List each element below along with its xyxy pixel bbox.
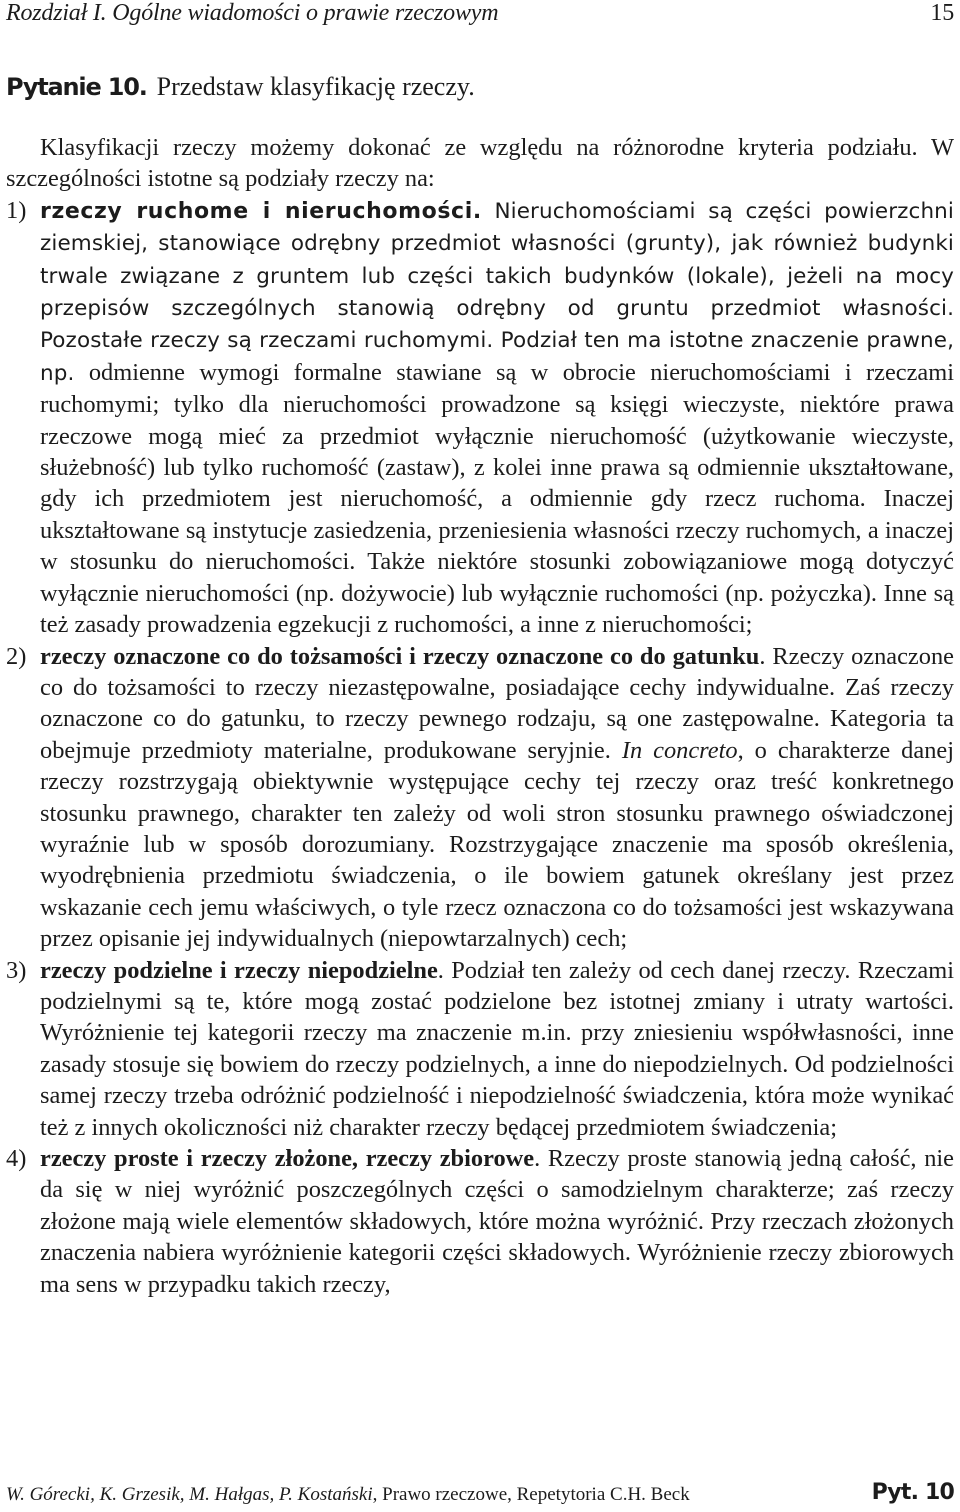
footer-question-tag: Pyt. 10 bbox=[871, 1480, 954, 1505]
list-term: rzeczy podzielne i rzeczy niepodzielne bbox=[40, 956, 438, 984]
list-term: rzeczy proste i rzeczy złożone, rzeczy zbiorowe bbox=[40, 1145, 535, 1172]
list-item bbox=[6, 195, 954, 641]
chapter-title: Rozdział I. Ogólne wiadomości o prawie rzeczowym bbox=[6, 0, 499, 26]
list-text: Nieruchomościami są części powierzchni ziemskiej, stanowiące odrębny przedmiot własności (grunty), jak również budynki trwale związane z gruntem lub części takich budynków (lokale), jeżeli na mocy przepisów szczególnych stanowią odrębny od gruntu przedmiot własności. Pozostałe rzeczy są rzeczami ruchomymi. Podział ten ma istotne znaczenie prawne, np. bbox=[40, 198, 954, 386]
list-marker: 4) bbox=[6, 1145, 27, 1172]
footer-title: , Prawo rzeczowe, Repetytoria C.H. Beck bbox=[372, 1484, 690, 1505]
list-item bbox=[6, 1143, 954, 1300]
body-text bbox=[6, 132, 954, 1300]
list-text: . Rzeczy proste stanowią jedną całość, nie da się w niej wyróżnić poszczególnych części o samodzielnym charakterze; zaś rzeczy złożone mają wiele elementów składowych, które można wyróżnić. Przy rzeczach złożonych znaczenia nabiera wyróżnienie kategorii części składowych. Wyróżnienie rzeczy zbiorowych ma sens w przypadku takich rzeczy, bbox=[40, 1145, 954, 1298]
question-label: Pytanie 10. bbox=[6, 73, 147, 101]
list-item bbox=[6, 641, 954, 955]
running-header bbox=[6, 0, 954, 30]
list-italic: In concreto bbox=[621, 736, 738, 764]
page-number: 15 bbox=[930, 0, 954, 26]
intro-paragraph: Klasyfikacji rzeczy możemy dokonać ze względu na różnorodne kryteria podziału. W szczególności istotne są podziały rzeczy na: bbox=[6, 134, 954, 193]
list-text: , o charakterze danej rzeczy rozstrzygają obiektywnie występujące cechy tej rzeczy oraz treść konkretnego stosunku prawnego, charakter ten zależy od woli stron stosunku prawnego oświadczonej wyraźnie lub w sposób dorozumiany. Rozstrzygające znaczenie ma sposób określenia, wyodrębnienia przedmiotu świadczenia, o ile bowiem gatunek określany jest przez wskazanie cech jemu właściwych, o tyle rzecz oznaczona co do tożsamości jest wskazywana przez opisanie jej indywidualnych (niepowtarzalnych) cech; bbox=[40, 736, 954, 953]
list-text: odmienne wymogi formalne stawiane są w obrocie nieruchomościami i rzeczami ruchomymi; tylko dla nieruchomości prowadzone są księgi wieczyste, niektóre prawa rzeczowe mogą mieć za przedmiot wyłącznie nieruchomość (użytkowanie wieczyste, służebność) lub tylko ruchomość (zastaw), z kolei inne prawa są odmiennie ukształtowane, gdy ich przedmiotem jest nieruchomość, a odmiennie gdy rzecz ruchoma. Inaczej ukształtowane są instytucje zasiedzenia, przeniesienia własności rzeczy ruchomych, a inaczej w stosunku do nieruchomości. Także niektóre stosunki zobowiązaniowe mogą dotyczyć wyłącznie nieruchomości (np. dożywocie) lub wyłącznie ruchomości (np. pożyczka). Inne są też zasady prowadzenia egzekucji z ruchomości, a inne z nieruchomości; bbox=[40, 358, 954, 639]
list-term: rzeczy oznaczone co do tożsamości i rzeczy oznaczone co do gatunku bbox=[40, 642, 760, 670]
list-item bbox=[6, 955, 954, 1143]
list-text: . Rzeczy oznaczone co do tożsamości to rzeczy niezastępowalne, posiadające cechy indywidualne. Zaś rzeczy oznaczone co do gatunku, to rzeczy pewnego rodzaju, są one zastępowalne. Kategoria ta obejmuje przedmioty materialne, produkowane seryjnie. bbox=[40, 642, 954, 764]
page-footer bbox=[6, 1480, 954, 1512]
footer-authors: W. Górecki, K. Grzesik, M. Hałgas, P. Kostański bbox=[6, 1484, 373, 1505]
question-text: Przedstaw klasyfikację rzeczy. bbox=[156, 72, 475, 101]
question-heading bbox=[6, 72, 475, 102]
classification-list bbox=[6, 195, 954, 1300]
list-text: . Podział ten zależy od cech danej rzeczy. Rzeczami podzielnymi są te, które mogą zostać podzielone bez istotnej zmiany i utraty wartości. Wyróżnienie tej kategorii rzeczy ma znaczenie m.in. przy zniesieniu współwłasności, inne zasady stosuje się bowiem do rzeczy podzielnych, a inne do niepodzielnych. Od podzielności samej rzeczy trzeba odróżnić podzielność i niepodzielność świadczenia, która może wynikać też z innych okoliczności niż charakter rzeczy będącej przedmiotem świadczenia; bbox=[40, 956, 954, 1141]
list-term: rzeczy ruchome i nieruchomości. bbox=[40, 198, 482, 224]
list-marker: 1) bbox=[6, 196, 27, 224]
list-marker: 2) bbox=[6, 642, 27, 670]
list-marker: 3) bbox=[6, 956, 27, 984]
